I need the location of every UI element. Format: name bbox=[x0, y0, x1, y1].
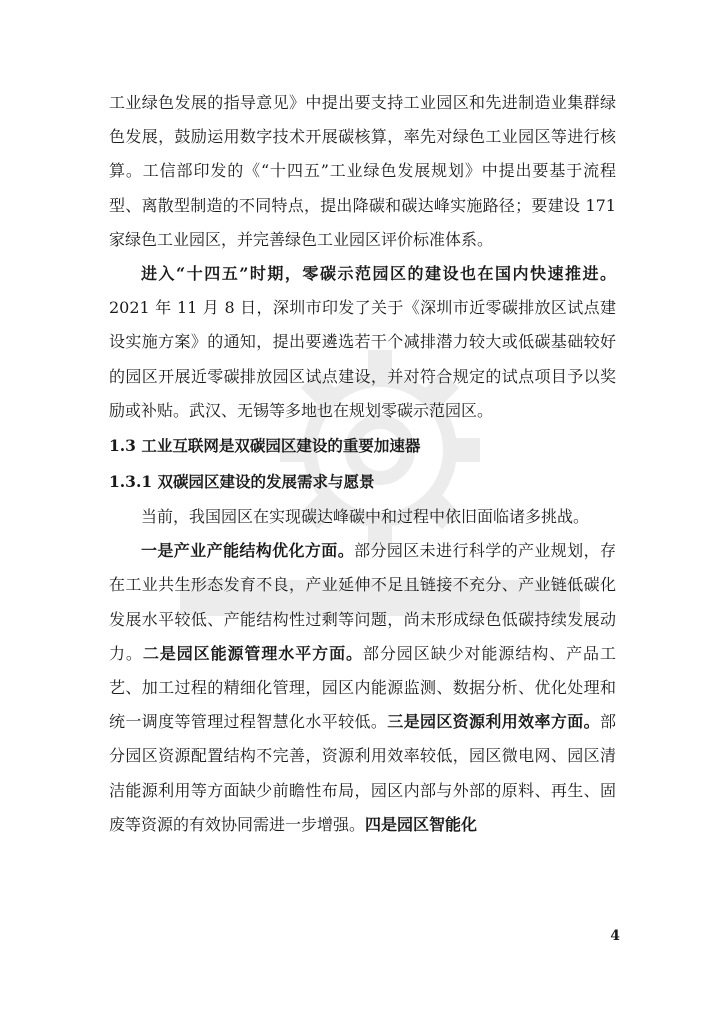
section-heading-1-3-1: 1.3.1 双碳园区建设的发展需求与愿景 bbox=[109, 472, 375, 492]
paragraph-zero-carbon-body: 2021 年 11 月 8 日，深圳市印发了关于《深圳市近零碳排放区试点建设实施方案》的通知，提出要遴选若干个减排潜力较大或低碳基础较好的园区开展近零碳排放园区试点建设，并对符合规定的试点项目予以奖励或补贴。武汉、无锡等多地也在规划零碳示范园区。 bbox=[109, 298, 616, 420]
challenge-4-title: 四是园区智能化 bbox=[365, 814, 478, 834]
paragraph-zero-carbon-lead: 进入“十四五”时期，零碳示范园区的建设也在国内快速推进。 bbox=[141, 264, 616, 284]
paragraph-zero-carbon bbox=[109, 257, 616, 428]
challenge-1-title: 一是产业产能结构优化方面。 bbox=[141, 541, 355, 561]
paragraph-challenges bbox=[109, 534, 616, 842]
challenge-3-title: 三是园区资源利用效率方面。 bbox=[387, 712, 600, 732]
paragraph-policy: 工业绿色发展的指导意见》中提出要支持工业园区和先进制造业集群绿色发展，鼓励运用数字技术开展碳核算，率先对绿色工业园区等进行核算。工信部印发的《“十四五”工业绿色发展规划》中提出要基于流程型、离散型制造的不同特点，提出降碳和碳达峰实施路径；要建设 171 家绿色工业园区，并完善绿色工业园区评价标准体系。 bbox=[109, 93, 616, 249]
paragraph-challenges-intro: 当前，我国园区在实现碳达峰碳中和过程中依旧面临诸多挑战。 bbox=[141, 507, 590, 527]
section-heading-1-3: 1.3 工业互联网是双碳园区建设的重要加速器 bbox=[109, 436, 421, 456]
challenge-3-text: 部分园区资源配置结构不完善，资源利用效率较低，园区微电网、园区清洁能源利用等方面缺少前瞻性布局，园区内部与外部的原料、再生、固废等资源的有效协同需进一步增强。 bbox=[109, 712, 616, 834]
challenge-2-title: 二是园区能源管理水平方面。 bbox=[142, 643, 363, 663]
page-number: 4 bbox=[610, 928, 620, 944]
challenge-1-text: 部分园区未进行科学的产业规划，存在工业共生形态发育不良，产业延伸不足且链接不充分、产业链低碳化发展水平较低、产能结构性过剩等问题，尚未形成绿色低碳持续发展动力。 bbox=[109, 541, 616, 663]
challenge-2-text: 部分园区缺少对能源结构、产品工艺、加工过程的精细化管理，园区内能源监测、数据分析、优化处理和统一调度等管理过程智慧化水平较低。 bbox=[109, 643, 616, 732]
document-body bbox=[109, 86, 616, 842]
